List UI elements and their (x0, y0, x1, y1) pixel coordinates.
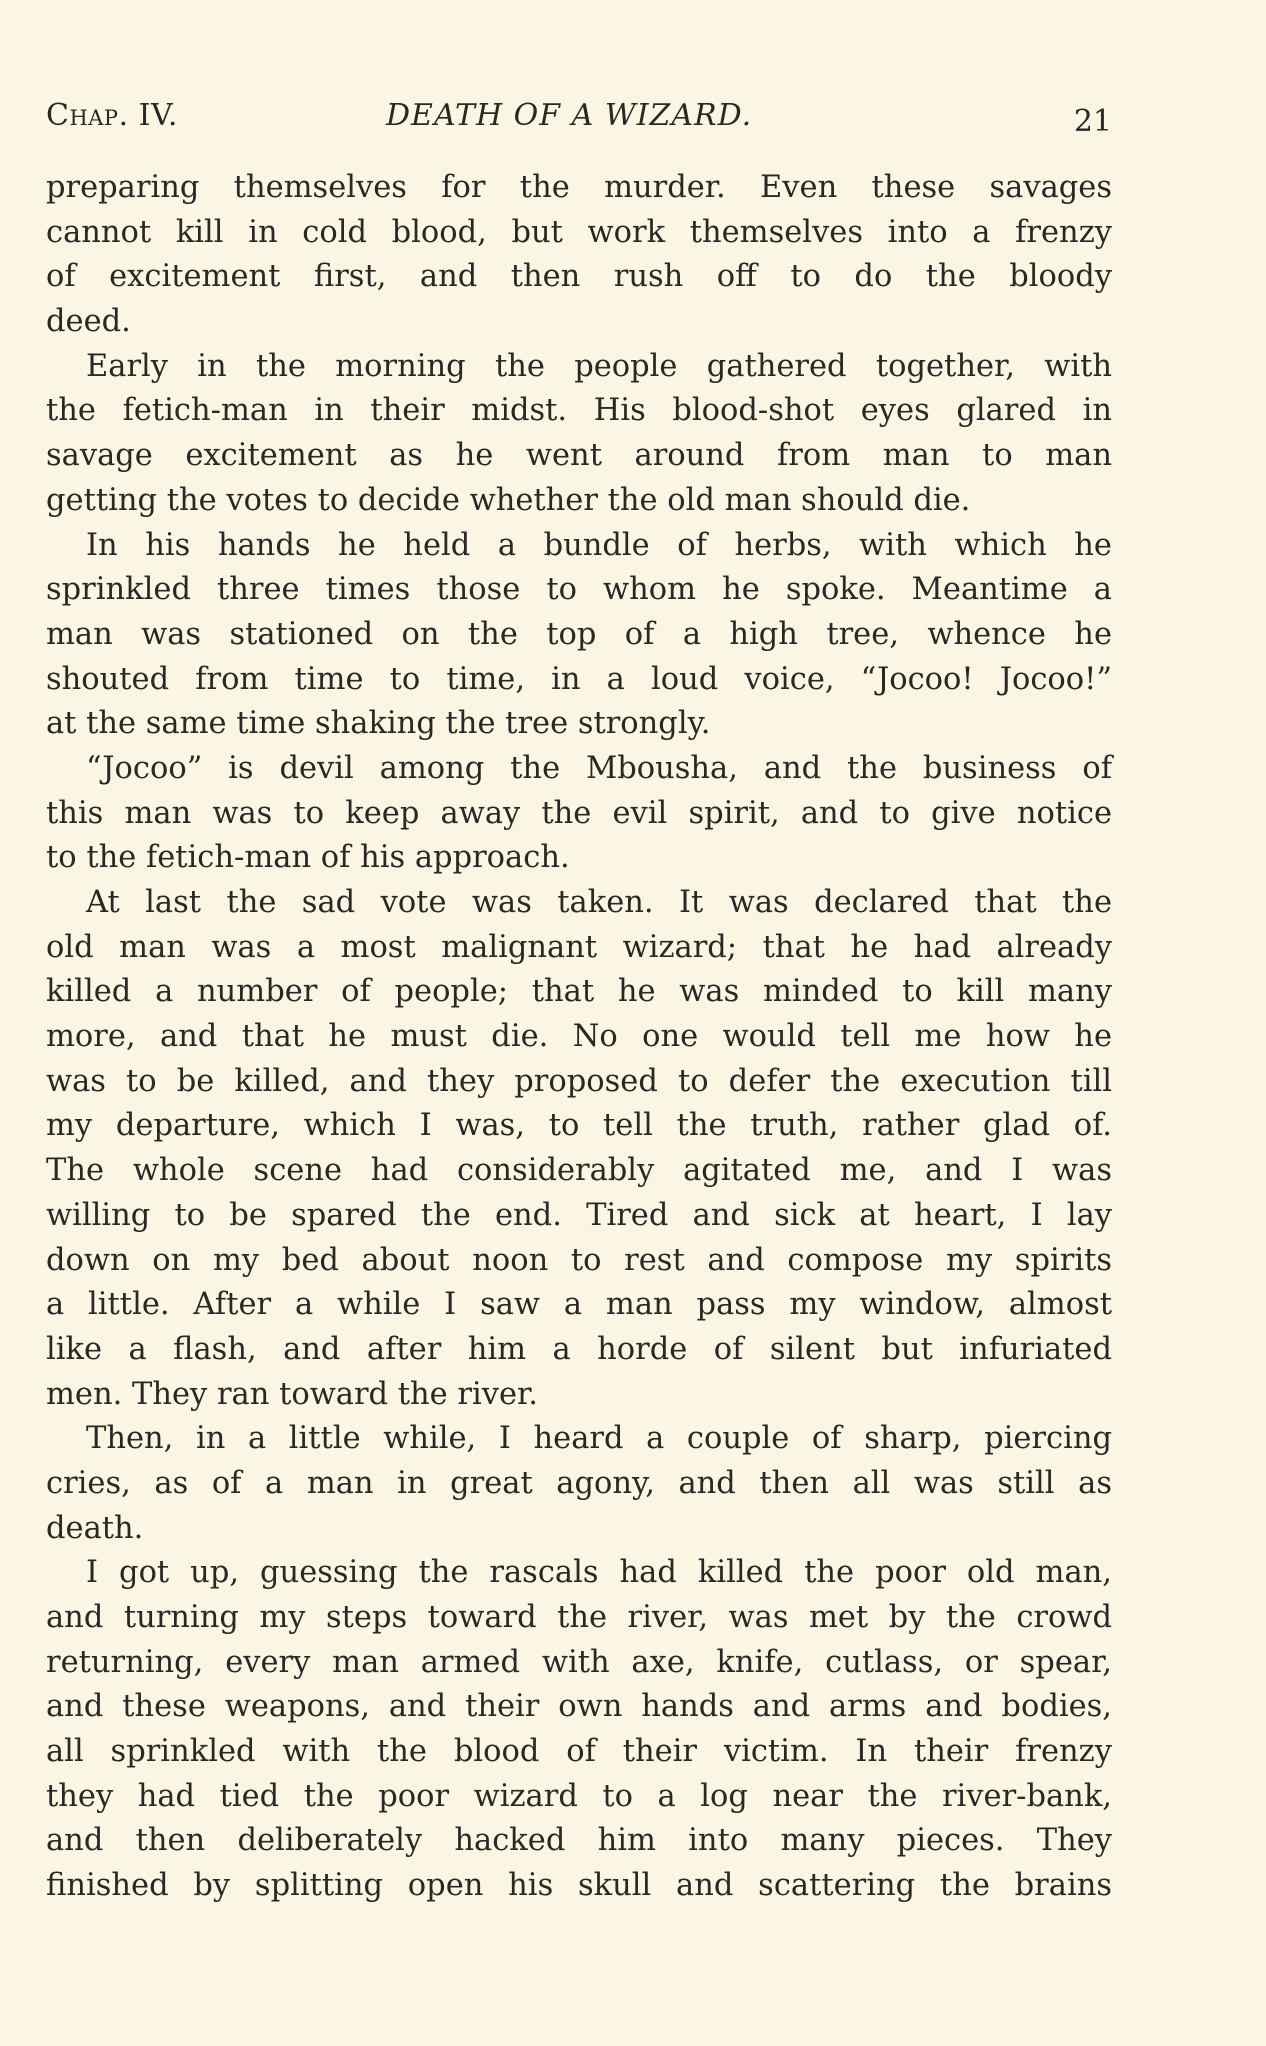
text-line: finished by splitting open his skull and scattering the brains (46, 1868, 1112, 1904)
text-line: savage excitement as he went around from man to man (46, 438, 1112, 474)
text-line: of excitement first, and then rush off to do the bloody (46, 259, 1112, 295)
text-line: getting the votes to decide whether the old man should die. (46, 482, 971, 518)
text-line: like a flash, and after him a horde of silent but infuriated (46, 1331, 1112, 1367)
text-line: and turning my steps toward the river, was met by the crowd (46, 1600, 1112, 1635)
text-line: a little. After a while I saw a man pass my window, almost (46, 1287, 1112, 1323)
text-line: men. They ran toward the river. (46, 1376, 538, 1412)
text-line: cannot kill in cold blood, but work themselves into a frenzy (46, 214, 1112, 250)
text-line: was to be killed, and they proposed to defer the execution till (46, 1063, 1112, 1099)
chapter-label: Chap. IV. (46, 98, 178, 133)
running-header (46, 98, 1112, 142)
text-line: “Jocoo” is devil among the Mbousha, and the business of (86, 750, 1112, 786)
text-line: Early in the morning the people gathered together, with (86, 348, 1112, 384)
text-line: shouted from time to time, in a loud voice, “Jocoo! Jocoo!” (46, 661, 1112, 697)
text-line: man was stationed on the top of a high tree, whence he (46, 616, 1112, 652)
text-line: death. (46, 1510, 144, 1546)
text-line: the fetich-man in their midst. His blood-shot eyes glared in (46, 393, 1112, 429)
text-line: The whole scene had considerably agitated me, and I was (46, 1153, 1112, 1189)
running-title: DEATH OF A WIZARD. (386, 98, 753, 133)
text-line: willing to be spared the end. Tired and sick at heart, I lay (46, 1197, 1112, 1233)
text-line: at the same time shaking the tree strongly. (46, 706, 711, 742)
text-line: At last the sad vote was taken. It was declared that the (86, 885, 1112, 920)
text-line: returning, every man armed with axe, knife, cutlass, or spear, (46, 1644, 1112, 1680)
text-line: deed. (46, 304, 131, 340)
text-line: Then, in a little while, I heard a couple of sharp, piercing (86, 1421, 1112, 1457)
text-line: this man was to keep away the evil spirit, and to give notice (46, 795, 1112, 831)
body-text (46, 166, 1112, 1909)
text-line: I got up, guessing the rascals had killed the poor old man, (86, 1555, 1112, 1591)
text-line: to the fetich-man of his approach. (46, 840, 570, 876)
text-line: sprinkled three times those to whom he spoke. Meantime a (46, 572, 1112, 608)
text-line: killed a number of people; that he was minded to kill many (46, 974, 1112, 1010)
text-line: cries, as of a man in great agony, and then all was still as (46, 1465, 1112, 1501)
text-line: and then deliberately hacked him into many pieces. They (46, 1823, 1112, 1859)
text-line: and these weapons, and their own hands and arms and bodies, (46, 1689, 1112, 1725)
text-line: old man was a most malignant wizard; that he had already (46, 929, 1112, 965)
text-line: more, and that he must die. No one would tell me how he (46, 1019, 1112, 1055)
text-line: all sprinkled with the blood of their victim. In their frenzy (46, 1734, 1112, 1770)
text-line: down on my bed about noon to rest and compose my spirits (46, 1242, 1112, 1278)
page-number: 21 (1073, 104, 1112, 139)
text-line: preparing themselves for the murder. Even these savages (46, 170, 1112, 205)
text-line: In his hands he held a bundle of herbs, with which he (86, 527, 1112, 563)
text-line: they had tied the poor wizard to a log near the river-bank, (46, 1778, 1112, 1814)
text-line: my departure, which I was, to tell the truth, rather glad of. (46, 1108, 1112, 1144)
